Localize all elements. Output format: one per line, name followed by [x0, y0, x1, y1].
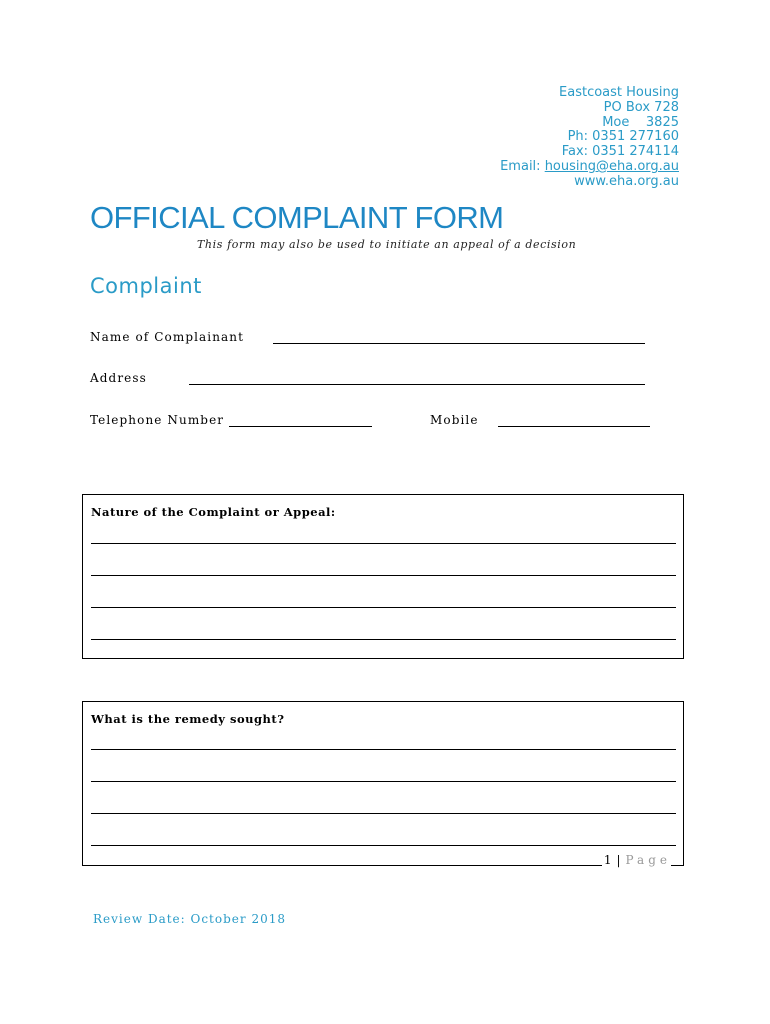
org-website[interactable]: www.eha.org.au [574, 173, 679, 189]
telephone-number-field[interactable] [229, 426, 372, 427]
form-title: OFFICIAL COMPLAINT FORM [90, 200, 504, 235]
mobile-label: Mobile [430, 413, 479, 427]
remedy-answer-line[interactable] [91, 781, 676, 782]
remedy-answer-line[interactable] [91, 749, 676, 750]
org-address-block [500, 86, 679, 190]
nature-answer-line[interactable] [91, 639, 676, 640]
remedy-answer-line[interactable] [91, 845, 676, 846]
page-number-value: 1 [603, 853, 613, 867]
remedy-sought-box [82, 701, 684, 866]
org-email-link[interactable]: housing@eha.org.au [544, 158, 679, 174]
telephone-number-label: Telephone Number [90, 413, 225, 427]
address-field[interactable] [189, 384, 645, 385]
address-label: Address [90, 371, 147, 385]
mobile-field[interactable] [498, 426, 650, 427]
org-email-row [500, 160, 679, 175]
org-po-box: PO Box 728 [603, 99, 679, 115]
org-name: Eastcoast Housing [559, 85, 679, 100]
org-email-label: Email: [500, 158, 545, 174]
nature-of-complaint-box [82, 494, 684, 659]
org-suburb: Moe 3825 [602, 114, 679, 130]
remedy-answer-line[interactable] [91, 813, 676, 814]
section-heading-complaint: Complaint [90, 274, 202, 298]
org-fax: Fax: 0351 274114 [561, 144, 679, 160]
nature-answer-line[interactable] [91, 607, 676, 608]
org-phone: Ph: 0351 277160 [567, 129, 679, 145]
page-number-separator: | [616, 853, 622, 867]
nature-answer-line[interactable] [91, 575, 676, 576]
name-of-complainant-label: Name of Complainant [90, 330, 245, 344]
nature-of-complaint-title: Nature of the Complaint or Appeal: [91, 505, 336, 519]
page-number [602, 853, 671, 867]
nature-answer-line[interactable] [91, 543, 676, 544]
page-label: Page [625, 853, 671, 867]
review-date: Review Date: October 2018 [93, 912, 286, 926]
name-of-complainant-field[interactable] [273, 343, 645, 344]
form-subtitle: This form may also be used to initiate an appeal of a decision [197, 238, 577, 251]
remedy-sought-title: What is the remedy sought? [91, 712, 285, 726]
